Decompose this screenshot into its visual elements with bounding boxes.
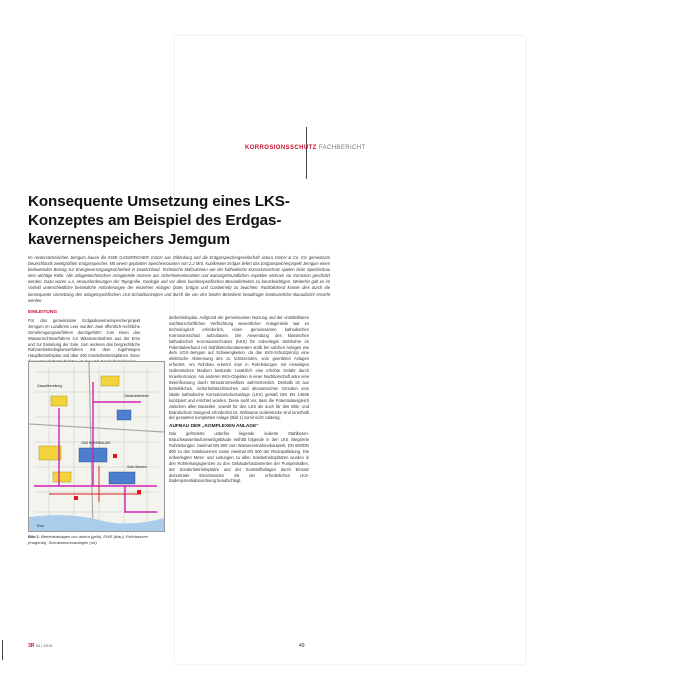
map-label: Gasaufbereitung	[37, 384, 63, 388]
site-plan-drawing	[29, 362, 164, 531]
map-label: GAS BOHRBAUDE	[81, 441, 111, 445]
section-heading-introduction: EINLEITUNG	[28, 310, 58, 315]
map-label: Gebäudebereich	[124, 394, 150, 398]
body-text: Das geförderte unterflur liegende isolierte Stahlbeton-Brauchwasserlaufumwelzgebäude enthält folgende in den LKS integrierte Rohrleitungen: zweimal DN 800 vom Wasserentnahmebauwerk, DN 600/DN 800 zu den Solekavernen sowie zweimal DN 600 der Rückspülleitung. Die erdverlegten Mess- und Leitungen zu allen Solebetriebsplätzen wurden in den Rohrleitungsgrenzen zu den Gebäudefundamenten der Pumpenhallen, der Sondenbetriebsplätze und der Soolstoffanlagen durch Einsatz dezentraler Einzelanoden mit der erforderlichen LKS-Bodenpotentialanordnung beaufschlagt.	[169, 431, 309, 484]
footer-logo	[28, 643, 52, 649]
lead-paragraph: Im niedersächsischen Jemgum bauen die EWE GASSPEICHER GmbH aus Oldenburg und die Erdgasspeichergesellschaft astora GmbH & Co. KG gemeinsam Deutschlands zweitgrößten Erdgasspeicher. Mit einem geplanten Speichervolumen von 2,2 Mrd. Kubikmeter Erdgas liefert das Erdgasspeicherprojekt Jemgum einen bedeutenden Beitrag zur Energieversorgungssicherheit in Deutschland. Technische Maßnahmen wie der kathodische Korrosionsschutz spielen beim Speicherbau eine wichtige Rolle. Alle anlagentechnischen Anlagenteile müssen aus sicherheitsrelevanten und wartungsfreundlichen Aspekten wirksam vor Korrosion geschützt werden. Dazu waren u.a. Herausforderungen der Topografie, Geologie und vor allem kundenspezifischen Besonderheiten zu berücksichtigen. Weiterhin galt es im Vorfeld unterschiedliche betriebliche Anforderungen der einzelnen Anlagen (Sole, Erdgas und Gasbetrieb) zu beachten. Rückblickend konnte dies durch die konsequente Umsetzung des anlagenspezifischen LKS-Schutzkonzeptes und durch die von den beiden Betreibern beauftragte kontinuierliche Bauaufsicht erreicht werden.	[28, 255, 330, 303]
issue-label: 04 | 2013	[35, 643, 53, 648]
site-plan-figure	[28, 361, 165, 532]
caption-text: : Betriebsanlagen von astora (gelb), EWE (blau), Rohrtrassen (magenta), Schutzstrommanlagen (rot)	[28, 534, 148, 545]
body-text: Für das gemeinsame Erdgaskavernenspeicherprojekt Jemgum im Landkreis Leer wurden zwei öffentlich-rechtliche Genehmigungsverfahren durchgeführt: zum einen das Wasserrechtsverfahren zur Wasserentnahme aus der Ems und zur Einleitung der Sole, zum anderen das bergrechtliche Rahmenbetriebsplanverfahren mit dem zugehörigen Hauptbetriebsplan und über 200 Sonderbetriebsplänen. Einer	[28, 317, 140, 359]
header-rule	[306, 127, 307, 179]
body-text: derbetriebsplan. Aufgrund der gemeinsamen Nutzung und der unmittelbaren nachbarschaftlichen Verflechtung wesentlicher Anlagenteile war es technologisch erforderlich, einen gemeinsamen kathodischen Korrosionsschutz aufzubauen. Die Anwendung des klassischen kathodischen Korrosionsschutzes (KKS) für erdverlegte Stahlrohre im Potentialverbund mit Stahlbetonfundamenten stößt bei solchen Anlagen wie dem UGS-Jemgum auf Schwierigkeiten, da das KKS-Schutzprinzip eine elektrische Abtrennung des zu schützenden, vom geerdeten Anlagen erfordert. Am Rohrbau erkennt man in Rohrleitungen mit einseitigen Isolierstücken Medium bestünde zusätzlich eine erhöhte Gefahr durch Innenkorrosion. Am anderen KKS-Objekten in einer Nachbarschaft wäre eine Beeinflussung durch Streustromeinfluss wahrscheinlich. Deshalb ist aus betrieblichen, sicherheitstechnischen und ökonomischen Gründen eine lokale kathodische Korrosionsschutzanlage (LKS) gemäß DIN EN 14505 konzipiert und errichtet worden. Diese sieht vor, dass die Potentialausgleich zwischen allen Bauteilen, sowohl für den LKS als auch für den Blitz- und Brandschutz zwingend erforderlich ist. Wirksame Isolierstücke sind innerhalb der gesamten kompletten Anlage (Bild 1) somit nicht zulässig.	[169, 315, 309, 421]
title-line: Konsequente Umsetzung eines LKS-	[28, 193, 290, 210]
title-line: Konzeptes am Beispiel des Erdgas-	[28, 212, 282, 229]
section-label: KORROSIONSSCHUTZ	[245, 145, 317, 151]
section-heading-structure: AUFBAU DER „KOMPLEXEN ANLAGE“	[169, 424, 259, 430]
map-label: Ems	[37, 524, 44, 528]
section-header	[245, 145, 366, 151]
map-label: Sole-/Kavern	[127, 465, 147, 469]
article-title	[28, 192, 328, 249]
page-number: 49	[299, 643, 305, 649]
title-line: kavernenspeichers Jemgum	[28, 231, 230, 248]
right-column	[169, 315, 309, 484]
category-label: FACHBERICHT	[318, 145, 366, 151]
caption-label: Bild 1	[28, 534, 39, 539]
figure-caption	[28, 534, 163, 546]
footer-rule	[2, 640, 3, 660]
journal-logo: 3R	[28, 643, 35, 649]
left-column	[28, 310, 140, 365]
